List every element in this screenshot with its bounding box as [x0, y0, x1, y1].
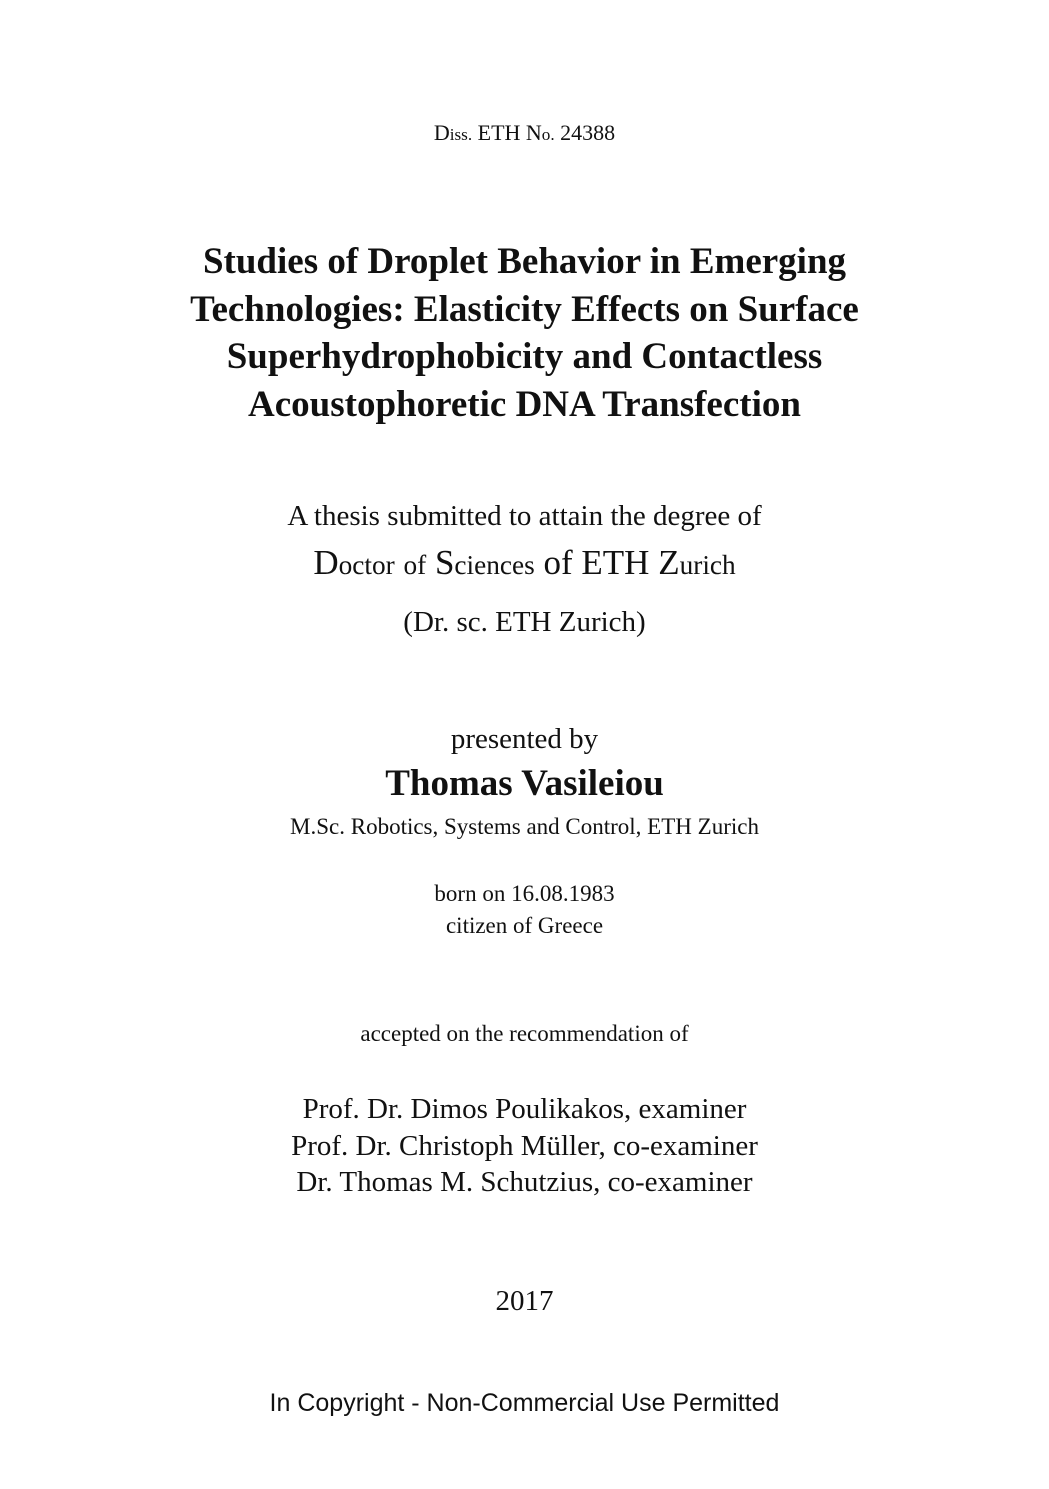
- diss-number: 24388: [560, 120, 616, 145]
- degree-abbreviation: (Dr. sc. ETH Zurich): [403, 606, 646, 638]
- publication-year: 2017: [495, 1285, 554, 1317]
- committee-list: [0, 1091, 1049, 1201]
- author-degree: M.Sc. Robotics, Systems and Control, ETH Zurich: [290, 814, 759, 839]
- dissertation-number: [0, 120, 1049, 146]
- diss-eth: ETH: [477, 120, 521, 145]
- thesis-title: [0, 238, 1049, 428]
- degree-doctor-rest: octor: [338, 550, 395, 580]
- degree-eth: ETH: [581, 543, 650, 582]
- presented-by: presented by: [450, 723, 599, 755]
- committee-member: Prof. Dr. Christoph Müller, co-examiner: [291, 1129, 758, 1162]
- committee-member: Dr. Thomas M. Schutzius, co-examiner: [296, 1166, 753, 1198]
- committee-member: Prof. Dr. Dimos Poulikakos, examiner: [302, 1093, 747, 1125]
- degree-intro: A thesis submitted to attain the degree of: [287, 500, 762, 532]
- author-details: [0, 878, 1049, 942]
- diss-no-initial: N: [525, 120, 542, 145]
- degree-zurich-initial: Z: [658, 543, 680, 582]
- degree-doctor-initial: D: [313, 543, 339, 582]
- citizenship: citizen of Greece: [445, 913, 604, 938]
- title-line: Acoustophoretic DNA Transfection: [248, 383, 801, 425]
- degree-sciences-initial: S: [434, 543, 455, 582]
- accepted-text: accepted on the recommendation of: [360, 1021, 689, 1046]
- rights-statement: In Copyright - Non-Commercial Use Permitted: [269, 1389, 780, 1417]
- author-name: Thomas Vasileiou: [385, 763, 664, 804]
- degree-of: of: [543, 543, 573, 582]
- title-line: Studies of Droplet Behavior in Emerging: [202, 241, 847, 282]
- degree-of-small: of: [403, 550, 427, 580]
- diss-prefix-rest: iss.: [449, 125, 473, 144]
- diss-no-rest: o.: [541, 125, 555, 144]
- title-line: Superhydrophobicity and Contactless: [226, 336, 823, 377]
- degree-zurich-rest: urich: [679, 550, 736, 580]
- degree-sciences-rest: ciences: [454, 550, 535, 580]
- degree-name: [0, 543, 1049, 583]
- birth-date: born on 16.08.1983: [434, 881, 615, 906]
- title-line: Technologies: Elasticity Effects on Surface: [190, 288, 859, 330]
- diss-prefix-initial: D: [433, 120, 450, 145]
